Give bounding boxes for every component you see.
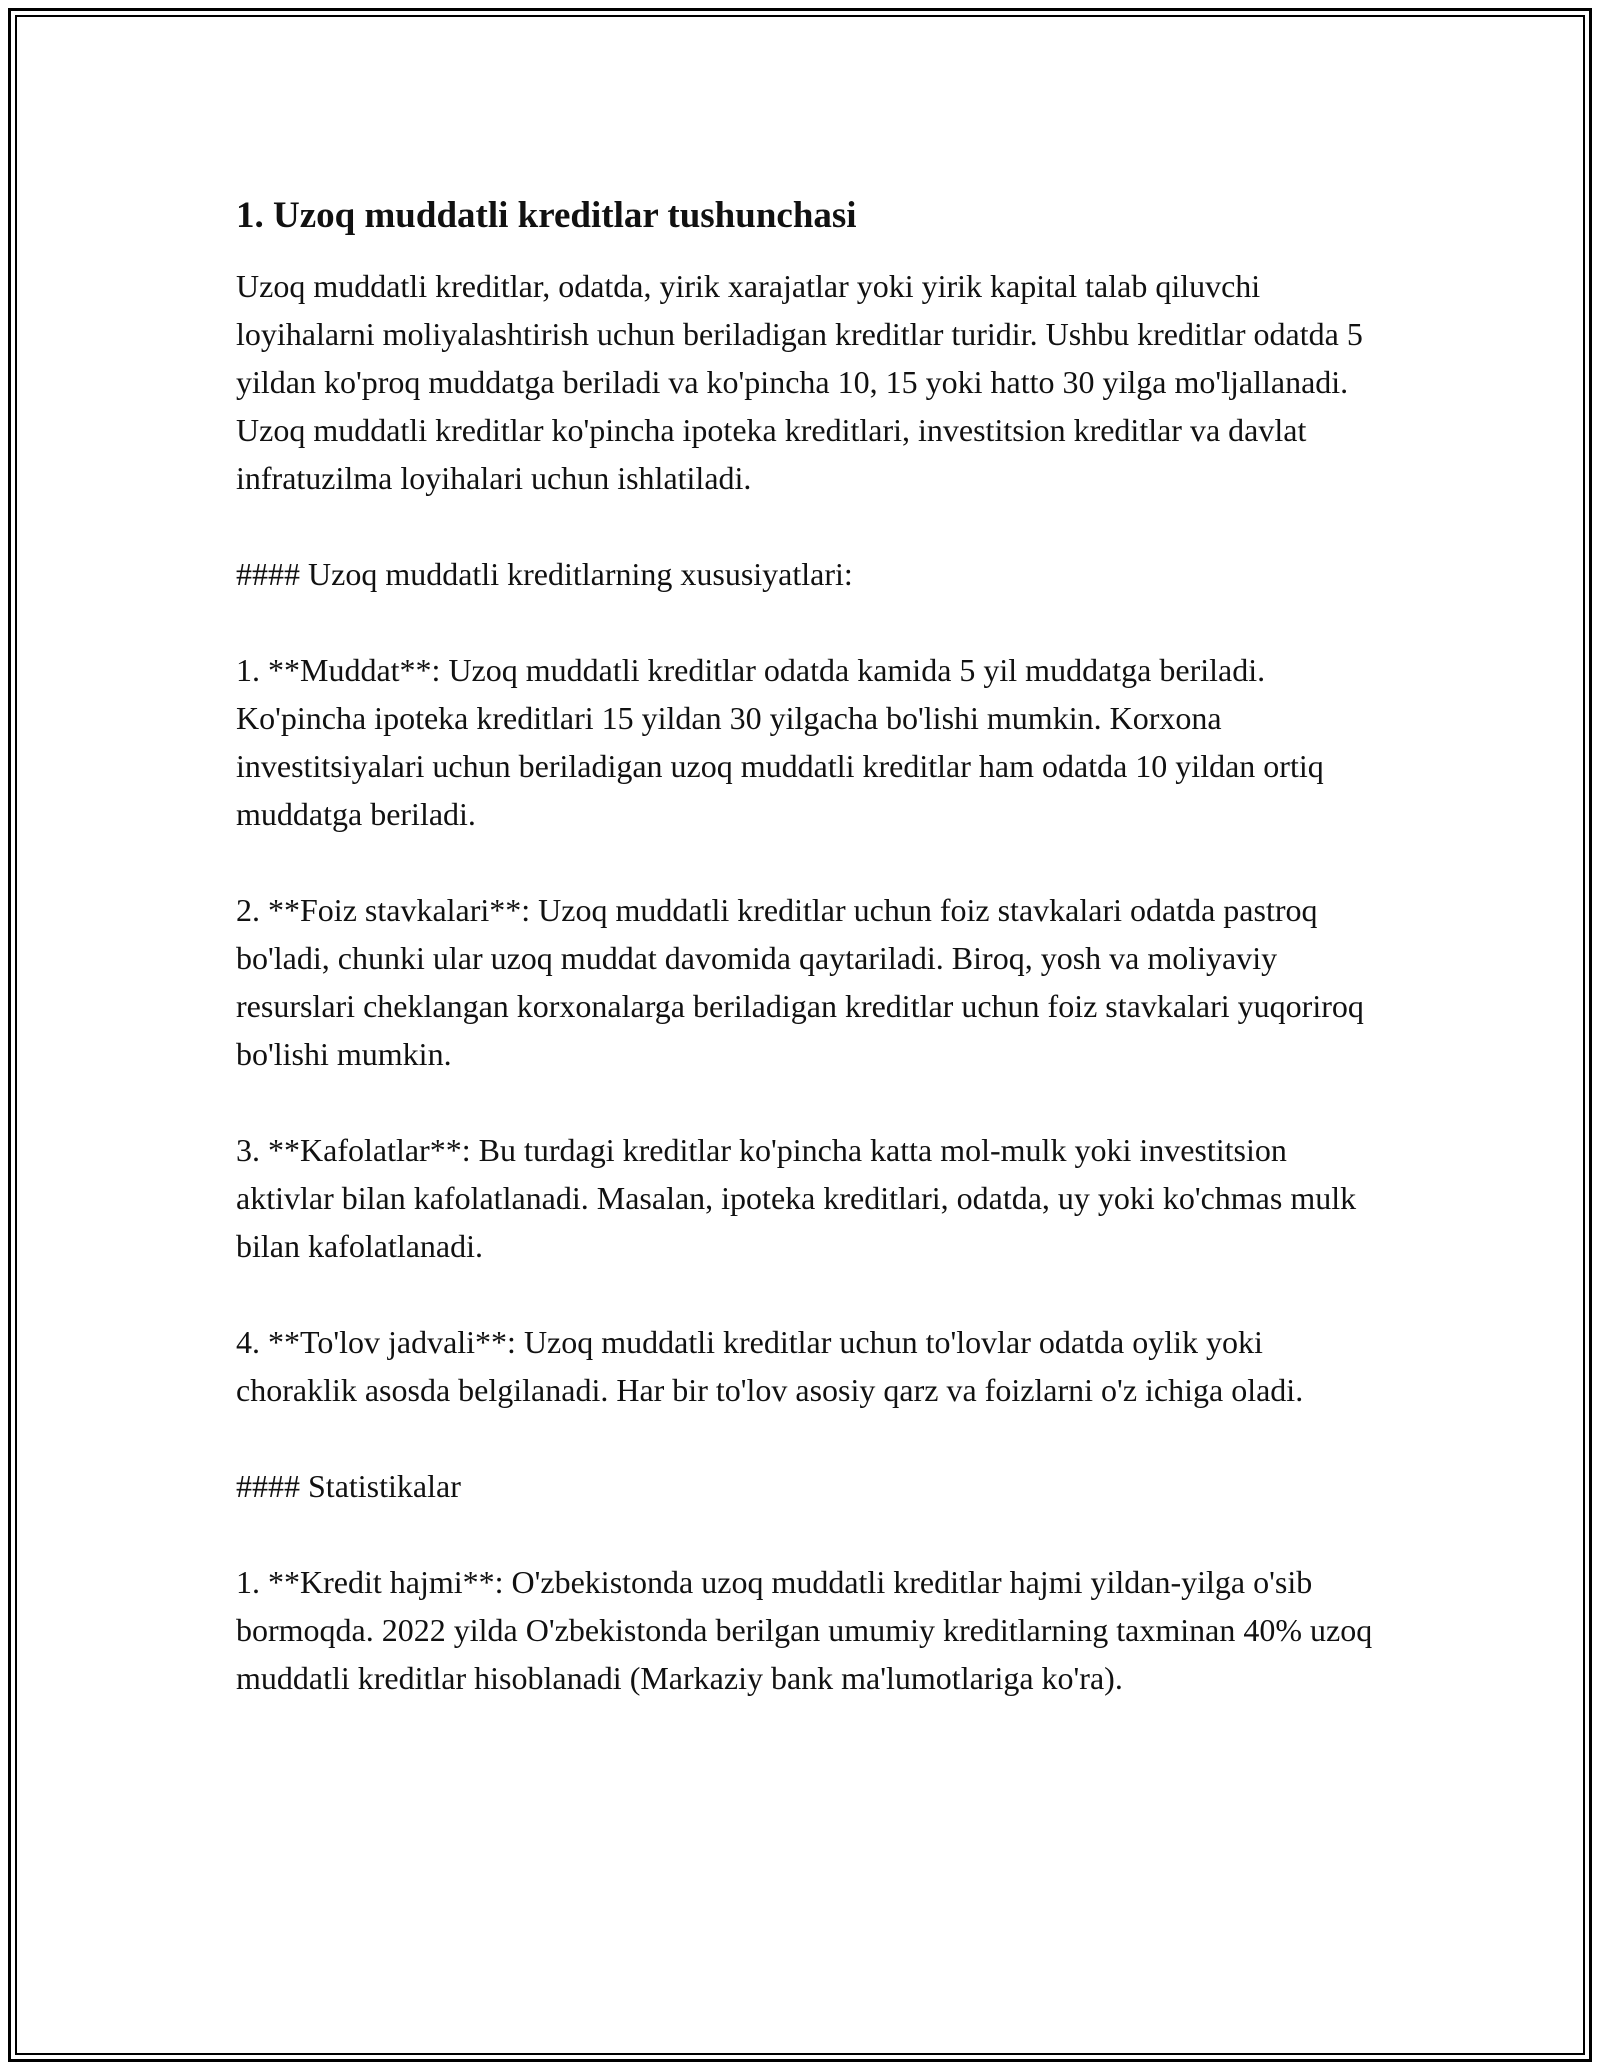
feature-item-term: 1. **Muddat**: Uzoq muddatli kreditlar odatda kamida 5 yil muddatga beriladi. Ko'pincha ipoteka kreditlari 15 yildan 30 yilgacha bo'lishi mumkin. Korxona investitsiyalari uchun beriladigan uzoq muddatli kreditlar ham odatda 10 yildan ortiq muddatga beriladi.: [236, 652, 1324, 832]
features-heading: #### Uzoq muddatli kreditlarning xususiyatlari:: [236, 556, 853, 592]
feature-item-interest-rates: 2. **Foiz stavkalari**: Uzoq muddatli kreditlar uchun foiz stavkalari odatda pastroq bo'ladi, chunki ular uzoq muddat davomida qaytariladi. Biroq, yosh va moliyaviy resurslari cheklangan korxonalarga beriladigan kreditlar uchun foiz stavkalari yuqoriroq bo'lishi mumkin.: [236, 892, 1364, 1072]
document-body: [236, 188, 1376, 1750]
intro-paragraph: Uzoq muddatli kreditlar, odatda, yirik xarajatlar yoki yirik kapital talab qiluvchi loyihalarni moliyalashtirish uchun beriladigan kreditlar turidir. Ushbu kreditlar odatda 5 yildan ko'proq muddatga beriladi va ko'pincha 10, 15 yoki hatto 30 yilga mo'ljallanadi. Uzoq muddatli kreditlar ko'pincha ipoteka kreditlari, investitsion kreditlar va davlat infratuzilma loyihalari uchun ishlatiladi.: [236, 268, 1363, 496]
feature-item-payment-schedule: 4. **To'lov jadvali**: Uzoq muddatli kreditlar uchun to'lovlar odatda oylik yoki choraklik asosda belgilanadi. Har bir to'lov asosiy qarz va foizlarni o'z ichiga oladi.: [236, 1324, 1304, 1408]
feature-item-guarantees: 3. **Kafolatlar**: Bu turdagi kreditlar ko'pincha katta mol-mulk yoki investitsion aktivlar bilan kafolatlanadi. Masalan, ipoteka kreditlari, odatda, uy yoki ko'chmas mulk bilan kafolatlanadi.: [236, 1132, 1357, 1264]
section-title: 1. Uzoq muddatli kreditlar tushunchasi: [236, 195, 857, 236]
statistics-item-credit-volume: 1. **Kredit hajmi**: O'zbekistonda uzoq muddatli kreditlar hajmi yildan-yilga o'sib bormoqda. 2022 yilda O'zbekistonda berilgan umumiy kreditlarning taxminan 40% uzoq muddatli kreditlar hisoblanadi (Markaziy bank ma'lumotlariga ko'ra).: [236, 1564, 1373, 1696]
statistics-heading: #### Statistikalar: [236, 1468, 461, 1504]
